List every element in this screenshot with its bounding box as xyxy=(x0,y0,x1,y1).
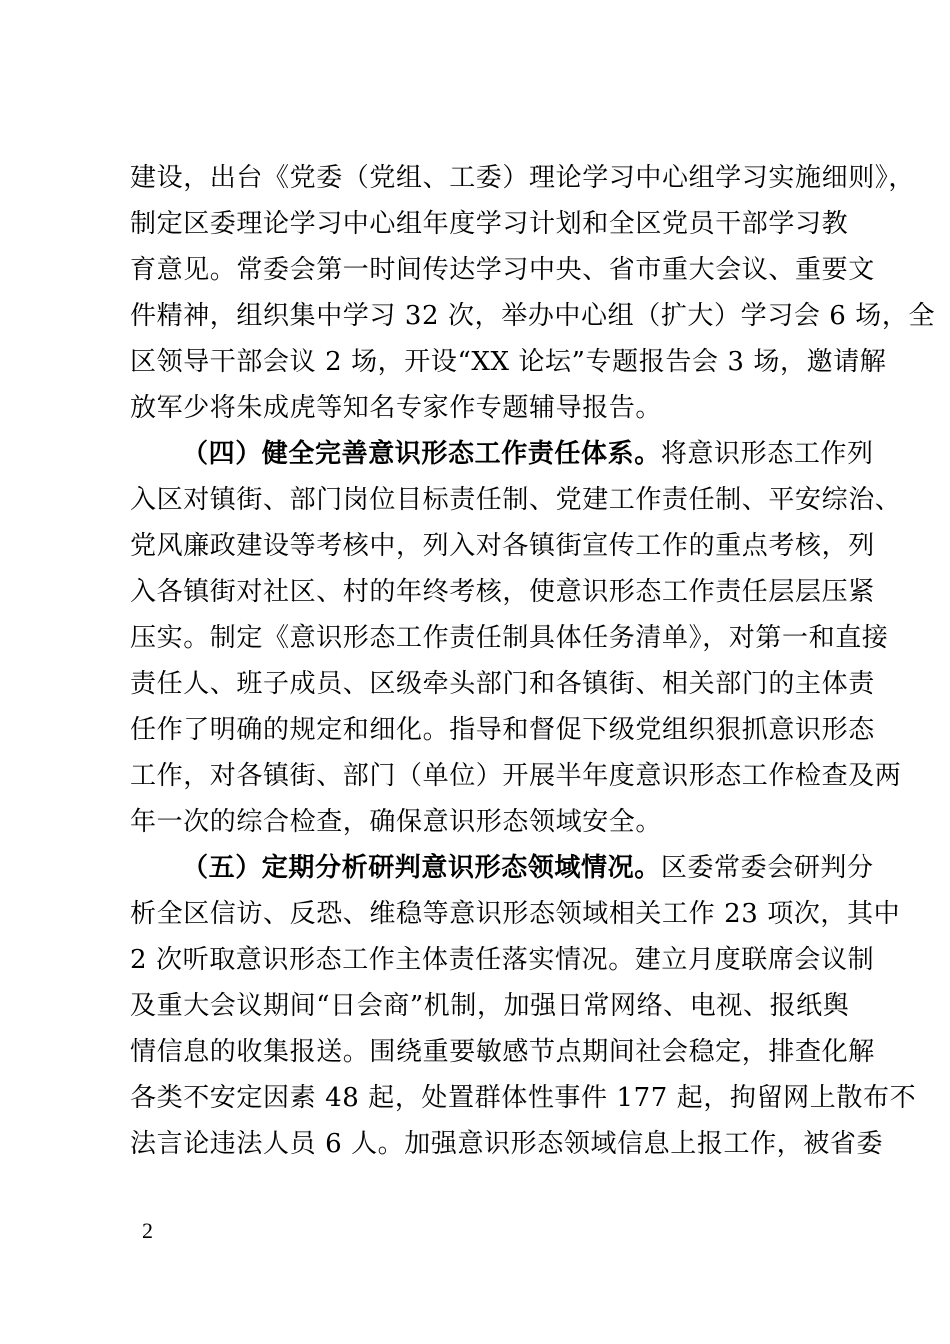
paragraph-line: 建设，出台《党委（党组、工委）理论学习中心组学习实施细则》， xyxy=(130,163,916,193)
paragraph-line: 2 次听取意识形态工作主体责任落实情况。建立月度联席会议制 xyxy=(130,945,875,975)
paragraph-line: 任作了明确的规定和细化。指导和督促下级党组织狠抓意识形态 xyxy=(130,715,875,745)
paragraph-line: 年一次的综合检查，确保意识形态领域安全。 xyxy=(130,807,663,837)
paragraph-line: 各类不安定因素 48 起，处置群体性事件 177 起，拘留网上散布不 xyxy=(130,1083,917,1113)
paragraph-line: 育意见。常委会第一时间传达学习中央、省市重大会议、重要文 xyxy=(130,255,875,285)
paragraph-line: 制定区委理论学习中心组年度学习计划和全区党员干部学习教 xyxy=(130,209,849,239)
section-4-first-line-text: 将意识形态工作列 xyxy=(660,439,874,469)
section-4-first-line xyxy=(182,434,874,474)
paragraph-line: 工作，对各镇街、部门（单位）开展半年度意识形态工作检查及两 xyxy=(130,761,902,791)
section-5-heading: （五）定期分析研判意识形态领域情况。 xyxy=(182,853,661,883)
paragraph-line: 区领导干部会议 2 场，开设“XX 论坛”专题报告会 3 场，邀请解 xyxy=(130,347,887,377)
paragraph-line: 压实。制定《意识形态工作责任制具体任务清单》，对第一和直接 xyxy=(130,623,889,653)
paragraph-line: 责任人、班子成员、区级牵头部门和各镇街、相关部门的主体责 xyxy=(130,669,875,699)
paragraph-line: 放军少将朱成虎等知名专家作专题辅导报告。 xyxy=(130,393,663,423)
paragraph-line: 入区对镇街、部门岗位目标责任制、党建工作责任制、平安综治、 xyxy=(130,485,902,515)
section-5-first-line xyxy=(182,848,874,888)
paragraph-line: 入各镇街对社区、村的年终考核，使意识形态工作责任层层压紧 xyxy=(130,577,875,607)
paragraph-line: 法言论违法人员 6 人。加强意识形态领域信息上报工作，被省委 xyxy=(130,1129,884,1159)
section-5-first-line-text: 区委常委会研判分 xyxy=(660,853,874,883)
paragraph-line: 析全区信访、反恐、维稳等意识形态领域相关工作 23 项次，其中 xyxy=(130,899,901,929)
page-number: 2 xyxy=(142,1218,153,1243)
section-4-heading: （四）健全完善意识形态工作责任体系。 xyxy=(182,439,661,469)
paragraph-line: 党风廉政建设等考核中，列入对各镇街宣传工作的重点考核，列 xyxy=(130,531,875,561)
paragraph-line: 及重大会议期间“日会商”机制，加强日常网络、电视、报纸舆 xyxy=(130,991,850,1021)
paragraph-line: 情信息的收集报送。围绕重要敏感节点期间社会稳定，排查化解 xyxy=(130,1037,875,1067)
paragraph-line: 件精神，组织集中学习 32 次，举办中心组（扩大）学习会 6 场，全 xyxy=(130,301,936,331)
